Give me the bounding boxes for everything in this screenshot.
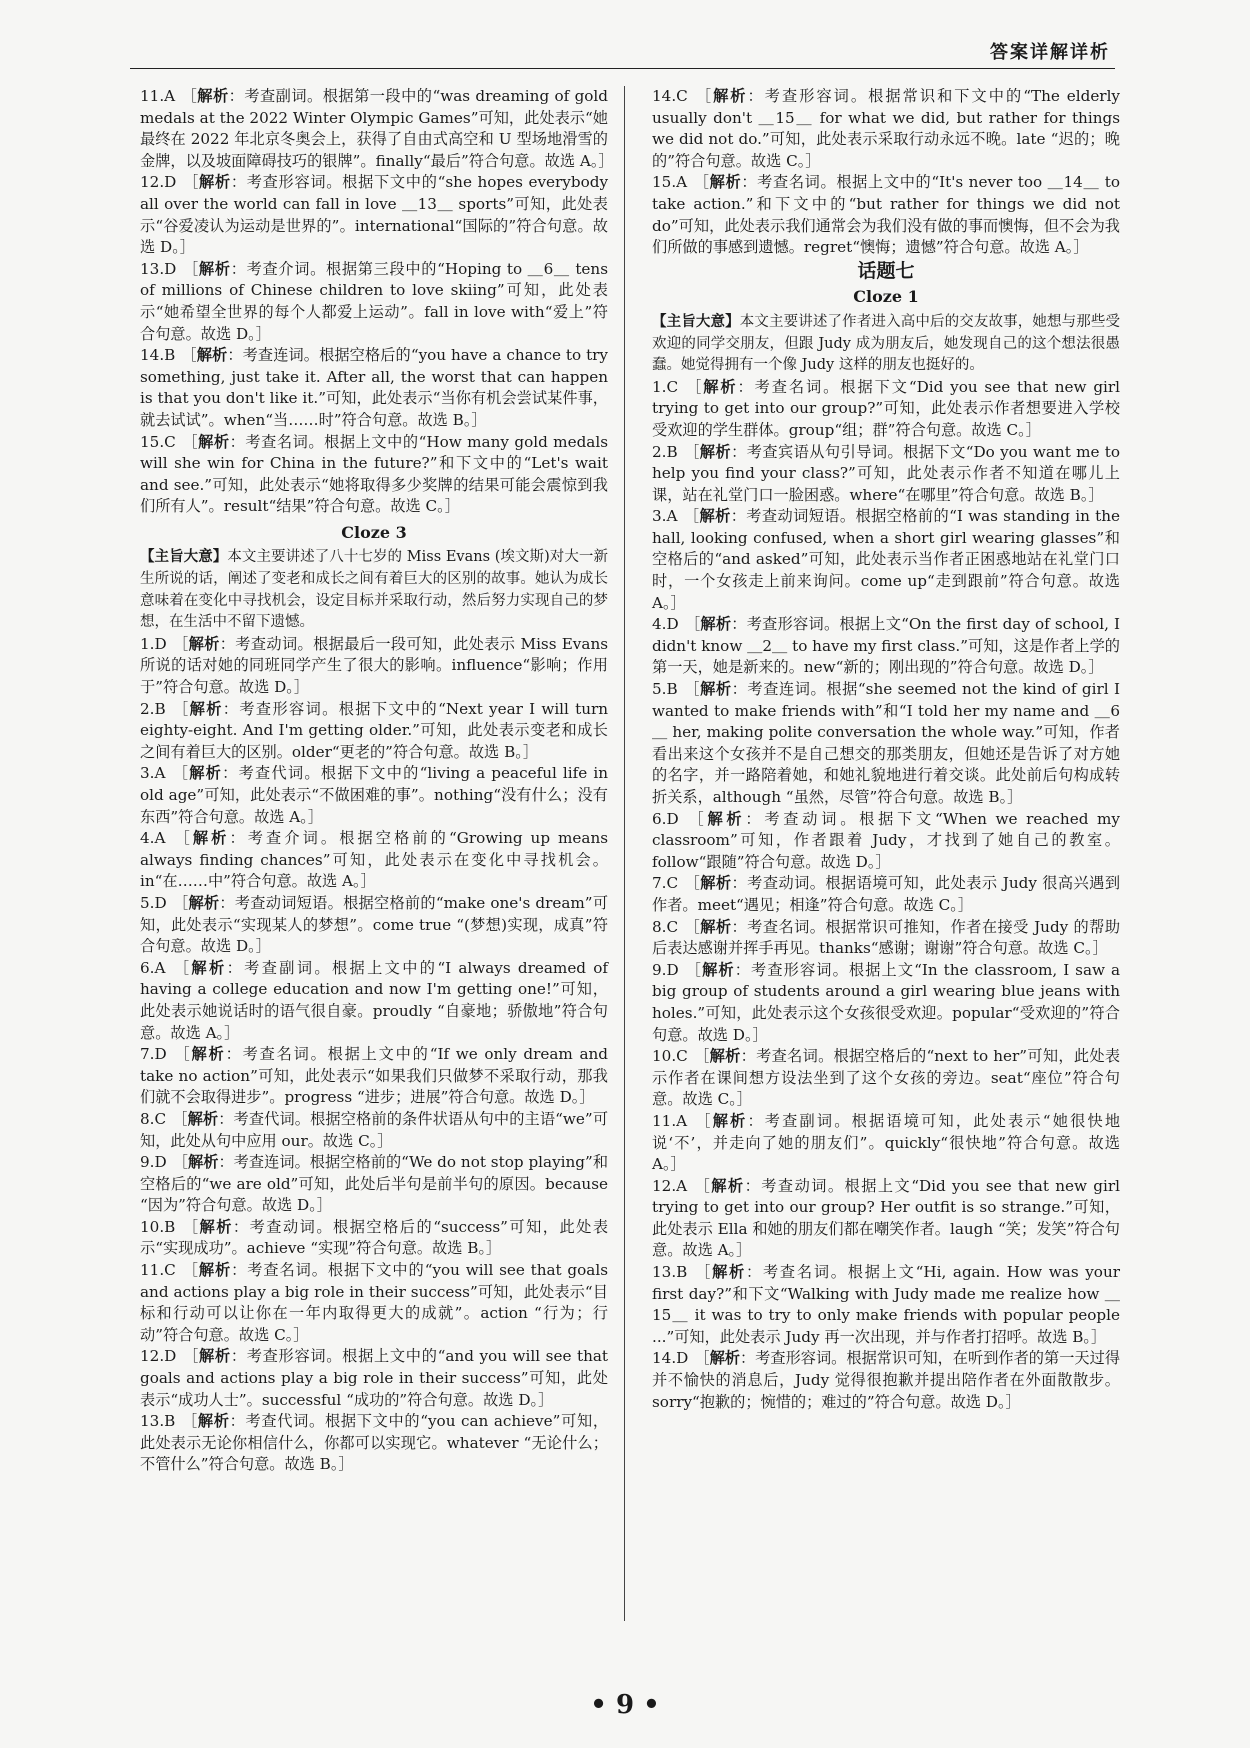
analysis-tag: 解析 <box>187 1109 219 1128</box>
analysis-tag: 解析 <box>699 507 731 526</box>
analysis-tag: 解析 <box>192 829 230 848</box>
item-answer: D <box>164 259 177 278</box>
item-explanation: ［解析：考查连词。根据空格前的“We do not stop playing”和空格后的“we are old”可知，此处后半句是前半句的原因。because “因为”符合句意。故选 D。］ <box>140 1153 609 1215</box>
item-number: 12. <box>140 173 165 192</box>
analysis-tag: 解析 <box>191 958 227 977</box>
item-explanation: ［解析：考查介词。根据第三段中的“Hoping to ＿6＿ tens of millions of Chinese children to love skiing”可知，此处表示“她希望全世界的每个人都爱上运动”。fall in love with“爱上”符合句意。故选 D。］ <box>140 259 608 343</box>
item-explanation: ［解析：考查动词。根据空格后的“success”可知，此处表示“实现成功”。achieve “实现”符合句意。故选 B。］ <box>140 1217 609 1258</box>
item-number: 10. <box>652 1047 677 1066</box>
answer-item <box>140 1217 608 1260</box>
item-answer: D <box>154 1153 167 1172</box>
analysis-tag: 解析 <box>711 1176 745 1195</box>
answer-item <box>140 345 608 431</box>
item-answer: A <box>154 829 166 848</box>
item-answer: D <box>666 809 679 828</box>
answer-item <box>652 1348 1120 1413</box>
cloze1-title: Cloze 1 <box>853 287 919 307</box>
analysis-tag: 解析 <box>188 893 220 912</box>
item-answer: B <box>676 1263 688 1282</box>
item-answer: D <box>676 1349 689 1368</box>
item-answer: C <box>164 432 176 451</box>
left-answer-list-cloze3 <box>140 634 608 1476</box>
item-number: 11. <box>140 87 165 105</box>
item-number: 1. <box>652 377 667 396</box>
analysis-tag: 解析 <box>198 173 231 192</box>
answer-item <box>652 679 1120 809</box>
answer-item <box>652 1262 1120 1348</box>
cloze3-summary <box>140 546 608 633</box>
answer-item <box>652 442 1120 507</box>
item-answer: B <box>164 1412 176 1431</box>
answer-item <box>652 377 1120 442</box>
analysis-tag: 解析 <box>700 917 732 936</box>
item-explanation: ［解析：考查名词。根据下文“Did you see that new girl trying to get into our group?”可知，此处表示作者想要进入学校受欢迎的学生群体。group“组；群”符合句意。故选 C。］ <box>652 377 1121 439</box>
answer-item <box>652 873 1120 916</box>
analysis-tag: 解析 <box>198 1347 231 1366</box>
analysis-tag: 解析 <box>188 634 220 653</box>
analysis-tag: 解析 <box>191 1045 226 1064</box>
item-answer: B <box>666 680 678 699</box>
item-explanation: ［解析：考查名词。根据上文中的“It's never too ＿14＿ to take action.”和下文中的“but rather for things we did not do”可知，此处表示我们通常会为我们没有做的事而懊悔，但不会为我们所做的事感到遗憾。regret“懊悔；遗憾”符合句意。故选 A。］ <box>652 173 1121 257</box>
analysis-tag: 解析 <box>713 87 748 105</box>
item-explanation: ［解析：考查副词。根据语境可知，此处表示“她很快地说‘不’，并走向了她的朋友们”。quickly“很快地”符合句意。故选 A。］ <box>652 1111 1121 1174</box>
item-number: 10. <box>140 1217 165 1236</box>
left-column <box>140 86 614 1476</box>
item-number: 13. <box>140 259 165 278</box>
item-answer: D <box>154 893 167 912</box>
item-number: 3. <box>140 764 155 783</box>
item-explanation: ［解析：考查副词。根据第一段中的“was dreaming of gold medals at the 2022 Winter Olympic Games”可知，此处表示“她最终在 2022 年北京冬奥会上，获得了自由式高空和 U 型场地滑雪的金牌，以及坡面障碍技巧的银牌”。finally“最后”符合句意。故选 A。］ <box>140 87 614 170</box>
answer-item <box>652 1046 1120 1111</box>
summary-label: 【主旨大意】 <box>652 312 740 330</box>
item-number: 8. <box>652 917 667 936</box>
analysis-tag: 解析 <box>197 87 229 105</box>
item-number: 5. <box>652 680 667 699</box>
item-number: 14. <box>652 87 677 105</box>
analysis-tag: 解析 <box>712 1111 748 1130</box>
topic-title: 话题七 <box>857 259 915 282</box>
summary-label: 【主旨大意】 <box>140 548 228 566</box>
item-answer: C <box>666 377 679 396</box>
analysis-tag: 解析 <box>709 173 742 192</box>
item-answer: A <box>676 1176 688 1195</box>
item-answer: B <box>154 699 166 718</box>
item-answer: C <box>666 874 679 893</box>
analysis-tag: 解析 <box>196 346 228 365</box>
answer-item <box>140 1044 608 1109</box>
analysis-tag: 解析 <box>699 442 732 461</box>
answer-item <box>652 86 1120 172</box>
answer-item <box>652 172 1120 258</box>
item-explanation: ［解析：考查名词。根据上文中的“How many gold medals will she win for China in the future?”和下文中的“Let's wait and see.”可知，此处表示“她将取得多少奖牌的结果可能会震惊到我们所有人”。result“结果”符合句意。故选 C。］ <box>140 432 608 516</box>
analysis-tag: 解析 <box>709 1047 741 1066</box>
item-answer: B <box>164 346 176 365</box>
answer-item <box>140 828 608 893</box>
item-explanation: ［解析：考查形容词。根据上文“On the first day of school, I didn't know ＿2＿ to have my first class.”可知，这是作者上学的第一天，她是新来的。new“新的；刚出现的”符合句意。故选 D。］ <box>652 615 1120 677</box>
item-explanation: ［解析：考查连词。根据“she seemed not the kind of girl I wanted to make friends with”和“I told her my name and ＿6＿ her, making polite conversation the whole way.”可知，作者看出来这个女孩并不是自己想交的那类朋友，但她还是告诉了对方她的名字，并一路陪着她，和她礼貌地进行着交谈。此处前后句构成转折关系，although “虽然，尽管”符合句意。故选 B。］ <box>652 680 1121 806</box>
summary-text: 本文主要讲述了作者进入高中后的交友故事，她想与那些受欢迎的同学交朋友，但跟 Judy 成为朋友后，她发现自己的这个想法很愚蠢。她觉得拥有一个像 Judy 这样的朋友也挺好的。 <box>652 313 1121 374</box>
answer-item <box>652 917 1120 960</box>
answer-item <box>140 1152 608 1217</box>
item-explanation: ［解析：考查名词。根据上文中的“If we only dream and take no action”可知，此处表示“如果我们只做梦不采取行动，那我们就不会取得进步”。progress “进步；进展”符合句意。故选 D。］ <box>140 1045 609 1107</box>
item-explanation: ［解析：考查代词。根据下文中的“you can achieve”可知，此处表示无论你相信什么，你都可以实现它。whatever “无论什么；不管什么”符合句意。故选 B。］ <box>140 1412 609 1474</box>
analysis-tag: 解析 <box>198 432 230 451</box>
item-answer: D <box>154 634 167 653</box>
cloze1-summary <box>652 311 1120 377</box>
answer-item <box>140 259 608 345</box>
analysis-tag: 解析 <box>187 1153 219 1172</box>
item-number: 15. <box>652 173 677 192</box>
header-rule <box>130 68 1115 69</box>
item-explanation: ［解析：考查宾语从句引导词。根据下文“Do you want me to help you find your class?”可知，此处表示作者不知道在哪儿上课，站在礼堂门口一脸困惑。where“在哪里”符合句意。故选 B。］ <box>652 442 1121 504</box>
item-answer: A <box>676 1111 688 1130</box>
item-number: 3. <box>652 507 667 526</box>
item-explanation: ［解析：考查副词。根据上文中的“I always dreamed of having a college education and now I'm getting one!”可知，此处表示她说话时的语气很自豪。proudly “自豪地；骄傲地”符合句意。故选 A。］ <box>140 958 608 1042</box>
analysis-tag: 解析 <box>700 615 732 634</box>
item-number: 8. <box>140 1109 155 1128</box>
item-answer: D <box>164 173 177 192</box>
right-answer-list-cloze1 <box>652 377 1120 1414</box>
column-divider <box>624 86 625 1621</box>
item-explanation: ［解析：考查形容词。根据常识可知，在听到作者的第一天过得并不愉快的消息后，Judy 觉得很抱歉并提出陪作者在外面散散步。sorry“抱歉的；惋惜的；难过的”符合句意。故选 D。］ <box>652 1349 1121 1411</box>
item-explanation: ［解析：考查形容词。根据上文“In the classroom, I saw a big group of students around a girl wearing blue jeans with holes.”可知，此处表示这个女孩很受欢迎。popular“受欢迎的”符合句意。故选 D。］ <box>652 960 1121 1044</box>
answer-item <box>140 763 608 828</box>
item-answer: D <box>666 960 679 979</box>
item-explanation: ［解析：考查形容词。根据常识和下文中的“The elderly usually don't ＿15＿ for what we did, but rather for things we did not do.”可知，此处表示采取行动永远不晚。late “迟的；晚的”符合句意。故选 C。］ <box>652 87 1121 170</box>
item-number: 6. <box>140 958 155 977</box>
analysis-tag: 解析 <box>199 1217 233 1236</box>
item-number: 7. <box>140 1045 155 1064</box>
answer-item <box>140 432 608 518</box>
analysis-tag: 解析 <box>700 680 732 699</box>
item-number: 13. <box>652 1263 677 1282</box>
item-number: 12. <box>652 1176 677 1195</box>
item-number: 4. <box>140 829 155 848</box>
analysis-tag: 解析 <box>700 874 732 893</box>
item-explanation: ［解析：考查名词。根据上文“Hi, again. How was your first day?”和下文“Walking with Judy made me realize how ＿15＿ it was to try to only make friends with popular people ...”可知，此处表示 Judy 再一次出现，并与作者打招呼。故选 B。］ <box>652 1263 1120 1346</box>
analysis-tag: 解析 <box>707 809 746 828</box>
answer-item <box>140 893 608 958</box>
item-answer: D <box>154 1045 167 1064</box>
item-answer: A <box>154 764 166 783</box>
cloze3-title: Cloze 3 <box>341 522 407 542</box>
page-number: • 9 • <box>590 1690 660 1720</box>
analysis-tag: 解析 <box>709 1349 740 1368</box>
item-answer: B <box>164 1217 176 1236</box>
item-explanation: ［解析：考查名词。根据下文中的“you will see that goals and actions play a big role in their success”可知，此处表示“目标和行动可以让你在一年内取得更大的成就”。action “行为；行动”符合句意。故选 C。］ <box>140 1261 608 1344</box>
item-number: 11. <box>652 1111 677 1130</box>
item-number: 13. <box>140 1412 165 1431</box>
item-explanation: ［解析：考查动词短语。根据空格前的“I was standing in the hall, looking confused, when a short girl wearing glasses”和空格后的“and asked”可知，此处表示当作者正困惑地站在礼堂门口时，一个女孩走上前来询问。come up“走到跟前”符合句意。故选 A。］ <box>652 507 1120 612</box>
item-number: 4. <box>652 615 667 634</box>
answer-item <box>140 86 614 172</box>
left-answer-list-top <box>140 86 614 518</box>
item-number: 12. <box>140 1347 165 1366</box>
analysis-tag: 解析 <box>198 259 231 278</box>
item-number: 9. <box>140 1153 155 1172</box>
analysis-tag: 解析 <box>702 960 735 979</box>
item-number: 2. <box>652 442 667 461</box>
item-answer: C <box>666 917 679 936</box>
answer-item <box>652 506 1120 614</box>
item-number: 9. <box>652 960 667 979</box>
analysis-tag: 解析 <box>189 699 223 718</box>
analysis-tag: 解析 <box>197 1412 230 1431</box>
item-explanation: ［解析：考查动词。根据下文“When we reached my classroom”可知，作者跟着 Judy，才找到了她自己的教室。follow“跟随”符合句意。故选 D。］ <box>652 809 1121 871</box>
answer-item <box>140 634 608 699</box>
item-explanation: ［解析：考查介词。根据空格前的“Growing up means always finding chances”可知，此处表示在变化中寻找机会。in“在……中”符合句意。故选 A。］ <box>140 829 609 891</box>
item-number: 2. <box>140 699 155 718</box>
analysis-tag: 解析 <box>198 1261 232 1280</box>
right-column <box>652 86 1120 1413</box>
answer-item <box>140 1346 608 1411</box>
item-answer: D <box>666 615 679 634</box>
item-explanation: ［解析：考查动词。根据语境可知，此处表示 Judy 很高兴遇到作者。meet“遇见；相逢”符合句意。故选 C。］ <box>652 874 1121 914</box>
item-explanation: ［解析：考查动词。根据上文“Did you see that new girl trying to get into our group? Her outfit is so strange.”可知，此处表示 Ella 和她的朋友们都在嘲笑作者。laugh “笑；发笑”符合句意。故选 A。］ <box>652 1176 1121 1260</box>
item-explanation: ［解析：考查名词。根据常识可推知，作者在接受 Judy 的帮助后表达感谢并挥手再见。thanks“感谢；谢谢”符合句意。故选 C。］ <box>652 917 1121 958</box>
answer-item <box>140 1260 608 1346</box>
item-answer: C <box>164 1261 176 1280</box>
item-number: 6. <box>652 809 667 828</box>
item-explanation: ［解析：考查连词。根据空格后的“you have a chance to try something, just take it. After all, the worst that can happen is that you don't like it.”可知，此处表示“当你有机会尝试某件事，就去试试”。when“当……时”符合句意。故选 B。］ <box>140 346 609 429</box>
analysis-tag: 解析 <box>712 1263 746 1282</box>
item-explanation: ［解析：考查形容词。根据下文中的“Next year I will turn eighty-eight. And I'm getting older.”可知，此处表示变老和成长之间有着巨大的区别。older“更老的”符合句意。故选 B。］ <box>140 699 609 761</box>
answer-item <box>652 809 1120 874</box>
answer-item <box>140 1411 608 1476</box>
answer-item <box>140 1109 608 1152</box>
answer-item <box>140 172 608 258</box>
item-answer: A <box>676 173 688 192</box>
answer-item <box>652 614 1120 679</box>
page-header-title: 答案详解详析 <box>990 42 1110 63</box>
item-answer: C <box>676 87 688 105</box>
item-answer: B <box>666 442 678 461</box>
item-explanation: ［解析：考查形容词。根据下文中的“she hopes everybody all over the world can fall in love ＿13＿ sports”可知，此处表示“谷爱凌认为运动是世界的”。international“国际的”符合句意。故选 D。］ <box>140 173 609 257</box>
item-number: 11. <box>140 1261 165 1280</box>
item-answer: A <box>666 507 678 526</box>
answer-item <box>140 958 608 1044</box>
item-explanation: ［解析：考查动词。根据最后一段可知，此处表示 Miss Evans 所说的话对她的同班同学产生了很大的影响。influence“影响；作用于”符合句意。故选 D。］ <box>140 634 609 697</box>
right-answer-list-top <box>652 86 1120 259</box>
item-number: 15. <box>140 432 165 451</box>
answer-item <box>140 699 608 764</box>
summary-text: 本文主要讲述了八十七岁的 Miss Evans (埃文斯)对大一新生所说的话，阐述了变老和成长之间有着巨大的区别的故事。她认为成长意味着在变化中寻找机会，设定目标并采取行动，然后努力实现自己的梦想，在生活中不留下遗憾。 <box>140 549 608 631</box>
item-explanation: ［解析：考查代词。根据空格前的条件状语从句中的主语“we”可知，此处从句中应用 our。故选 C。］ <box>140 1109 609 1150</box>
item-number: 14. <box>652 1349 677 1368</box>
item-answer: A <box>154 958 166 977</box>
item-answer: A <box>164 87 176 105</box>
item-answer: C <box>154 1109 167 1128</box>
item-number: 1. <box>140 634 155 653</box>
analysis-tag: 解析 <box>703 377 738 396</box>
item-number: 14. <box>140 346 165 365</box>
item-number: 5. <box>140 893 155 912</box>
answer-item <box>652 960 1120 1046</box>
analysis-tag: 解析 <box>189 764 223 783</box>
item-explanation: ［解析：考查名词。根据空格后的“next to her”可知，此处表示作者在课间想方设法坐到了这个女孩的旁边。seat“座位”符合句意。故选 C。］ <box>652 1047 1121 1109</box>
item-explanation: ［解析：考查动词短语。根据空格前的“make one's dream”可知，此处表示“实现某人的梦想”。come true “(梦想)实现，成真”符合句意。故选 D。］ <box>140 893 609 956</box>
answer-item <box>652 1176 1120 1262</box>
item-explanation: ［解析：考查代词。根据下文中的“living a peaceful life in old age”可知，此处表示“不做困难的事”。nothing“没有什么；没有东西”符合句意。故选 A。］ <box>140 764 608 826</box>
item-explanation: ［解析：考查形容词。根据上文中的“and you will see that goals and actions play a big role in their success”可知，此处表示“成功人士”。successful “成功的”符合句意。故选 D。］ <box>140 1347 609 1409</box>
item-answer: C <box>676 1047 688 1066</box>
answer-item <box>652 1111 1120 1176</box>
item-answer: D <box>164 1347 177 1366</box>
item-number: 7. <box>652 874 667 893</box>
